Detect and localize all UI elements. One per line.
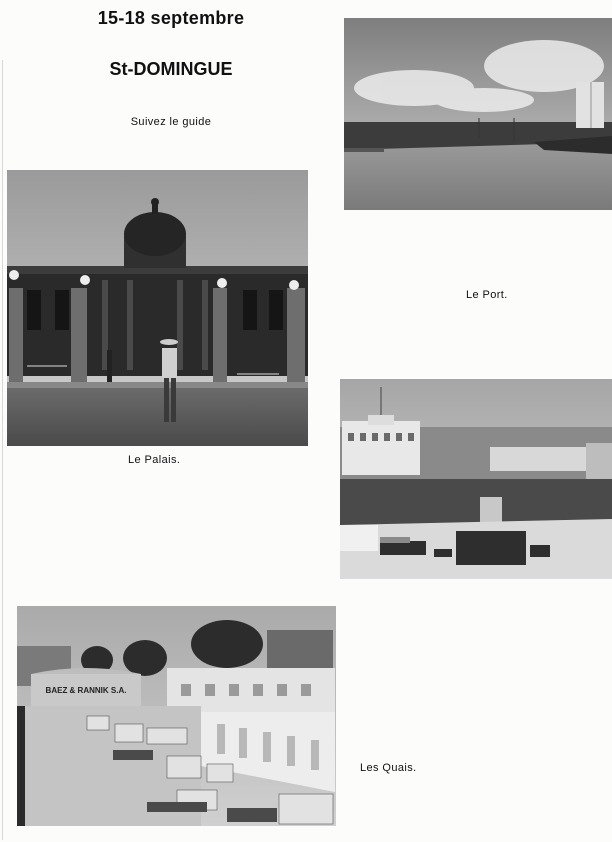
photo-quays (17, 606, 336, 826)
photo-city-square (340, 379, 612, 579)
page-scan-edge (2, 60, 3, 840)
page-subtitle: Suivez le guide (130, 116, 212, 128)
page-title-date: 15-18 septembre (97, 8, 245, 28)
caption-palace: Le Palais. (128, 454, 181, 466)
page-title-place: St-DOMINGUE (109, 59, 233, 79)
photo-port (344, 18, 612, 210)
caption-port: Le Port. (466, 289, 508, 301)
photo-palace (7, 170, 308, 446)
caption-quays: Les Quais. (360, 762, 417, 774)
warehouse-sign: BAEZ & RANNIK S.A. (45, 686, 127, 695)
